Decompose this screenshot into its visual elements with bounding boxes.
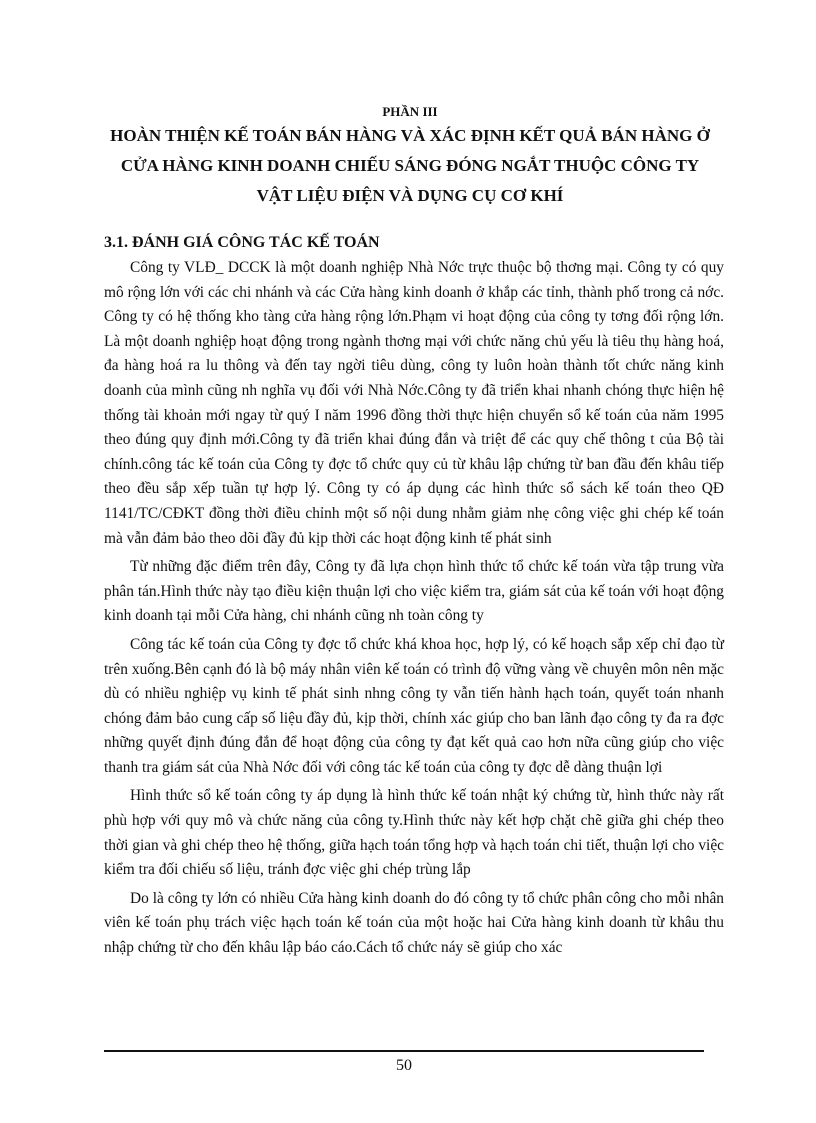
paragraph: Công tác kế toán của Công ty đợc tổ chức khá khoa học, hợp lý, có kế hoạch sắp xếp chỉ đạo từ trên xuống.Bên cạnh đó là bộ máy nhân viên kế toán có trình độ vững vàng về chuyên môn nên mặc dù có nhiều nghiệp vụ kinh tế phát sinh nhng công ty vẫn tiến hành hạch toán, quyết toán nhanh chóng đảm bảo cung cấp số liệu đầy đủ, kịp thời, chính xác giúp cho ban lãnh đạo công ty đa ra đợc những quyết định đúng đắn để hoạt động của công ty đạt kết quả cao hơn nữa cũng giúp cho việc thanh tra giám sát của Nhà Nớc đối với công tác kế toán của công ty đợc dễ dàng thuận lợi (104, 635, 724, 776)
section-title: 3.1. ĐÁNH GIÁ CÔNG TÁC KẾ TOÁN (104, 234, 380, 251)
section-body (104, 256, 724, 965)
part-label: PHẦN III (382, 104, 438, 119)
chapter-heading (95, 105, 725, 211)
paragraph: Công ty VLĐ_ DCCK là một doanh nghiệp Nhà Nớc trực thuộc bộ thơng mại. Công ty có quy mô rộng lớn với các chi nhánh và các Cửa hàng kinh doanh ở khắp các tỉnh, thành phố trong cả nớc. Công ty có hệ thống kho tàng cửa hàng rộng lớn.Phạm vi hoạt động của công ty tơng đối rộng lớn. Là một doanh nghiệp hoạt động trong ngành thơng mại với chức năng chủ yếu là tiêu thụ hàng hoá, đa hàng hoá ra lu thông và đến tay ngời tiêu dùng, công ty luôn hoàn thành tốt chức năng kinh doanh của mình cũng nh nghĩa vụ đối với Nhà Nớc.Công ty đã triển khai nhanh chóng thực hiện hệ thống tài khoản mới ngay từ quý I năm 1996 đồng thời thực hiện chuyển sổ kế toán của năm 1995 theo đúng quy định mới.Công ty đã triển khai đúng đắn và triệt để các quy chế thông t của Bộ tài chính.công tác kế toán của Công ty đợc tổ chức quy củ từ khâu lập chứng từ ban đầu đến khâu tiếp theo đều sắp xếp tuần tự hợp lý. Công ty có áp dụng các hình thức sổ sách kế toán theo QĐ 1141/TC/CĐKT đồng thời điều chỉnh một số nội dung nhằm giảm nhẹ công việc ghi chép kế toán mà vẫn đảm bảo theo dõi đầy đủ kịp thời các hoạt động kinh tế phát sinh (104, 259, 724, 547)
chapter-title-line-3: VẬT LIỆU ĐIỆN VÀ DỤNG CỤ CƠ KHÍ (256, 186, 564, 205)
page-number: 50 (396, 1057, 412, 1074)
chapter-title-line-1: HOÀN THIỆN KẾ TOÁN BÁN HÀNG VÀ XÁC ĐỊNH KẾT QUẢ BÁN HÀNG Ở (110, 126, 710, 145)
paragraph: Do là công ty lớn có nhiều Cửa hàng kinh doanh do đó công ty tổ chức phân công cho mỗi nhân viên kế toán phụ trách việc hạch toán kế toán của một hoặc hai Cửa hàng kinh doanh từ khâu thu nhập chứng từ cho đến khâu lập báo cáo.Cách tổ chức náy sẽ giúp cho xác (104, 889, 724, 957)
paragraph: Từ những đặc điểm trên đây, Công ty đã lựa chọn hình thức tổ chức kế toán vừa tập trung vừa phân tán.Hình thức này tạo điều kiện thuận lợi cho việc kiểm tra, giám sát của kế toán với hoạt động kinh doanh tại mỗi Cửa hàng, chi nhánh cũng nh toàn công ty (104, 558, 724, 625)
footer-divider (104, 1050, 704, 1052)
chapter-title-line-2: CỬA HÀNG KINH DOANH CHIẾU SÁNG ĐÓNG NGẮT THUỘC CÔNG TY (120, 156, 700, 175)
paragraph: Hình thức sổ kế toán công ty áp dụng là hình thức kế toán nhật ký chứng từ, hình thức này rất phù hợp với quy mô và chức năng của công ty.Hình thức này kết hợp chặt chẽ giữa ghi chép theo thời gian và ghi chép theo hệ thống, giữa hạch toán tổng hợp và hạch toán chi tiết, thuận lợi cho việc kiểm tra đối chiếu số liệu, tránh đợc việc ghi chép trùng lắp (104, 787, 724, 879)
